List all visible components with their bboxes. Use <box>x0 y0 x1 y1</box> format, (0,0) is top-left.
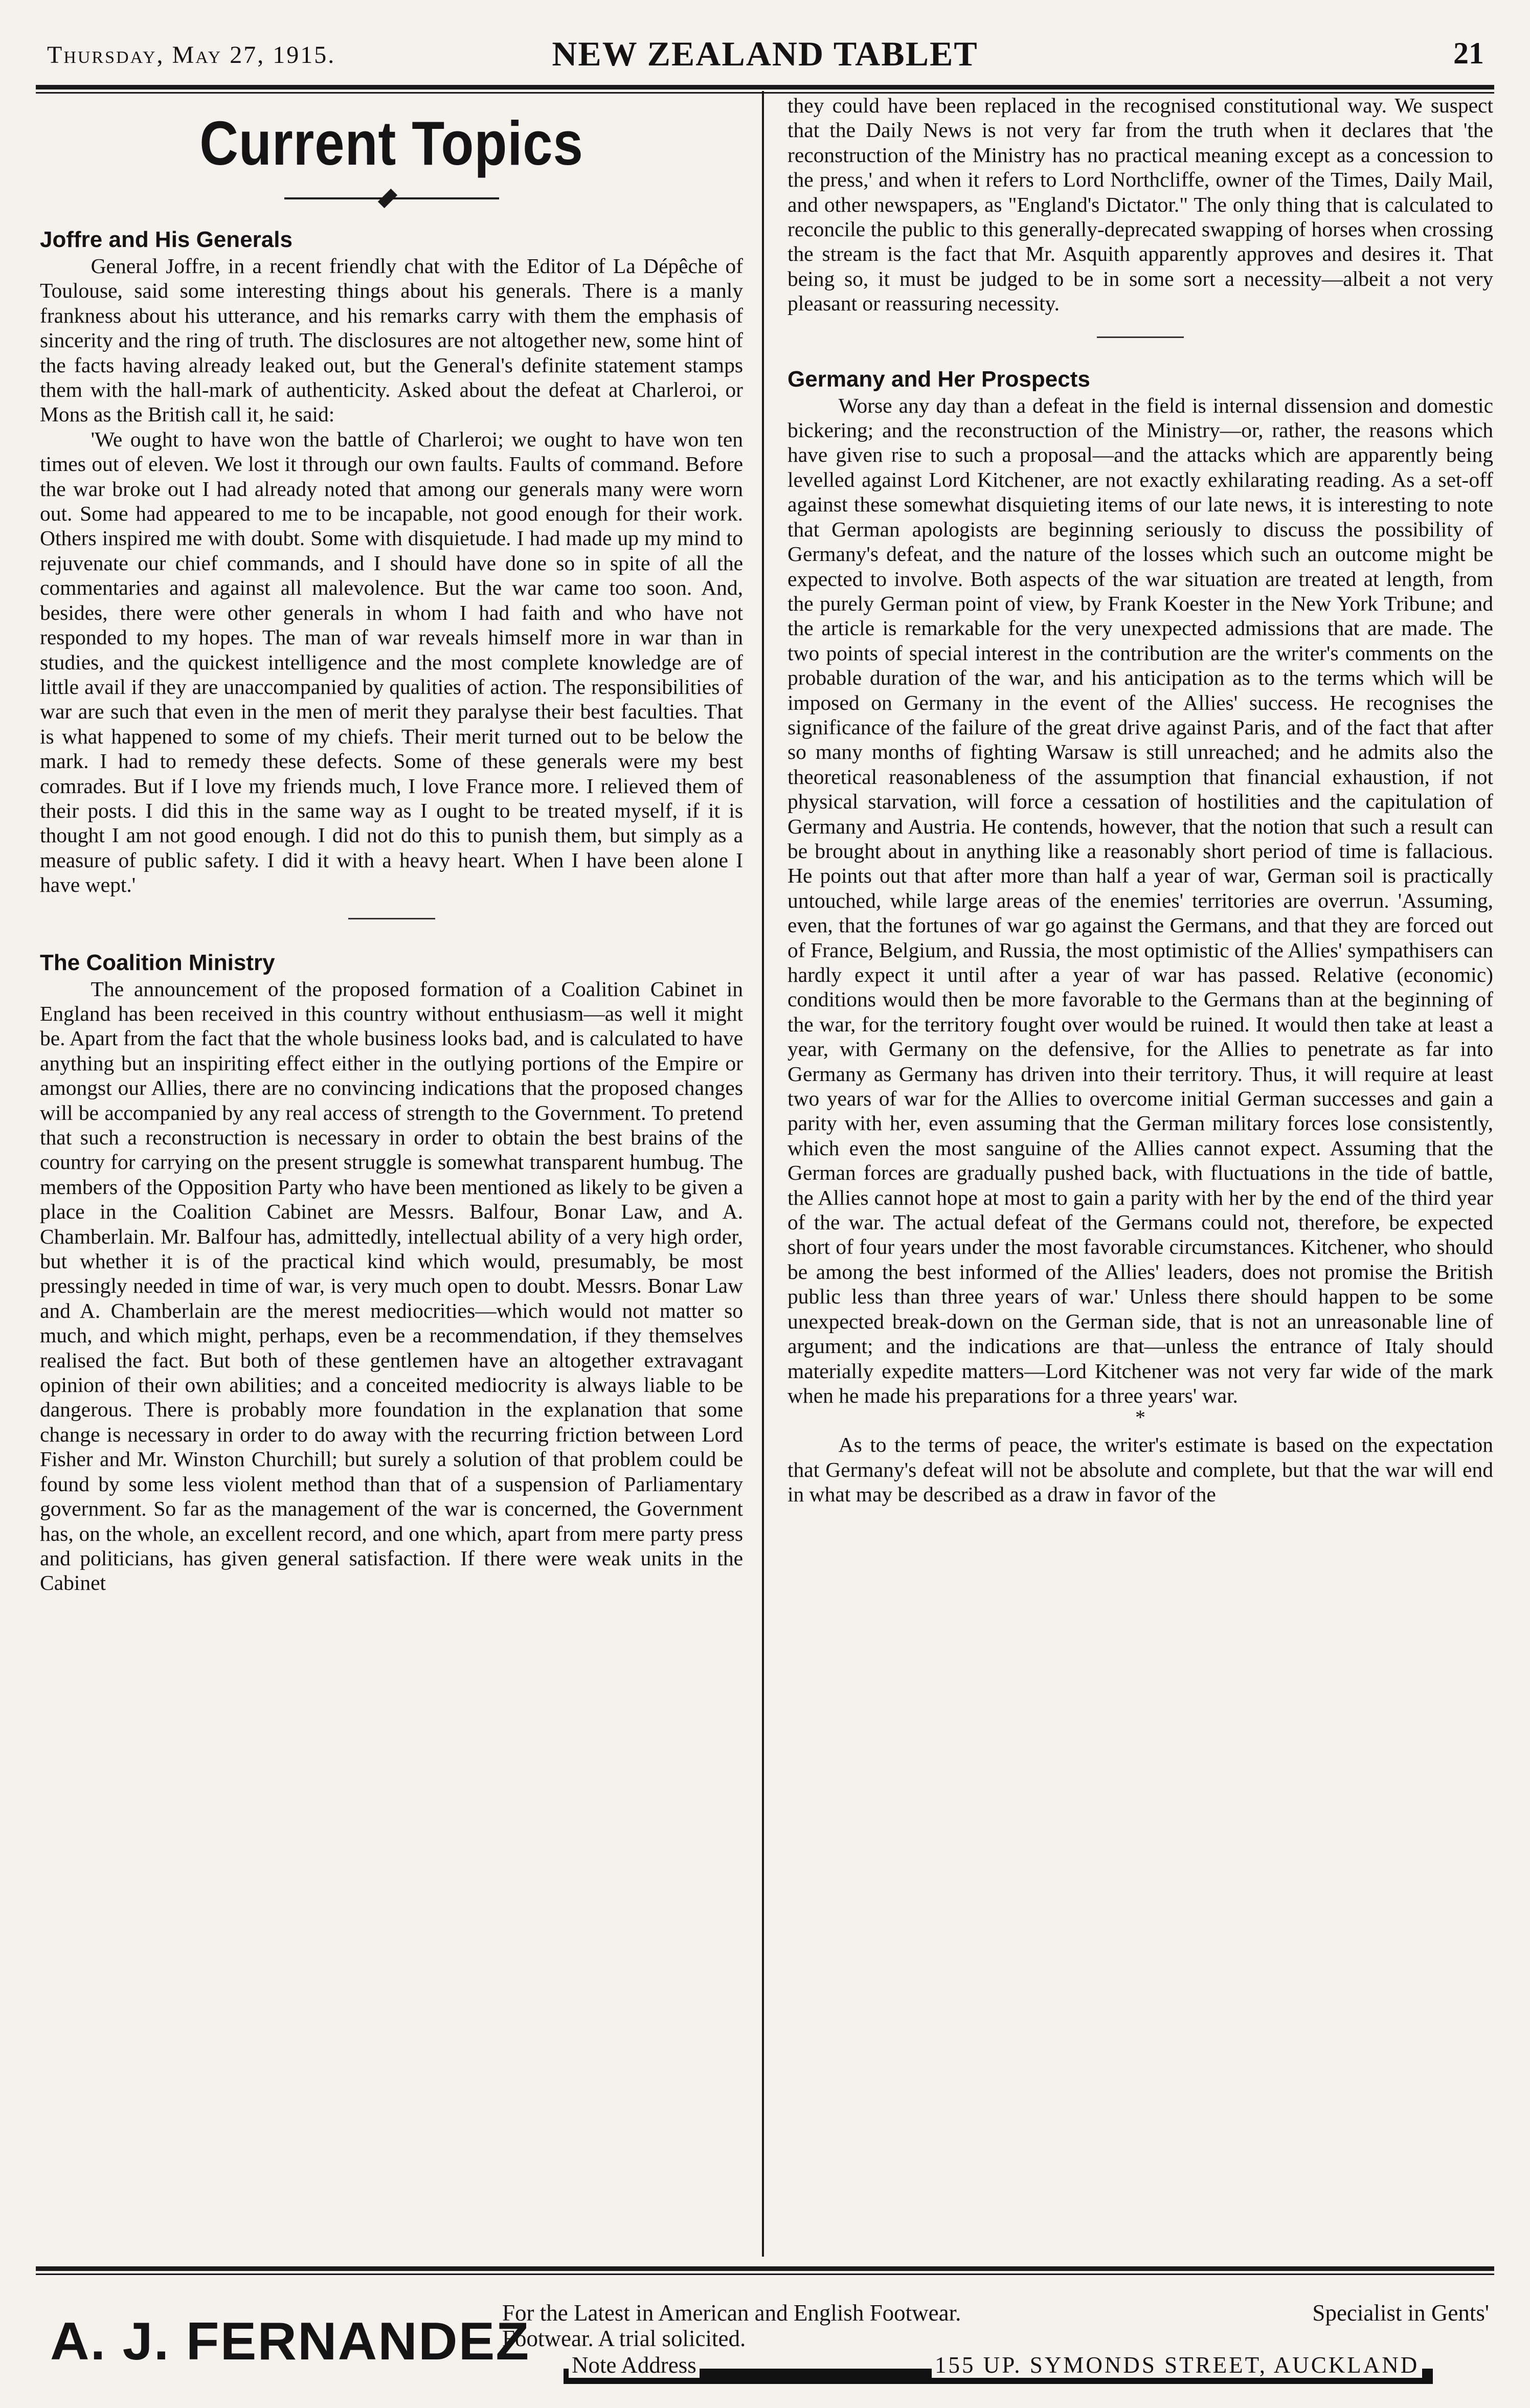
section-heading-germany: Germany and Her Prospects <box>788 366 1090 392</box>
left-column <box>40 97 743 2255</box>
advert-text <box>502 2300 1489 2378</box>
section-divider <box>1097 336 1184 338</box>
section-heading-coalition: The Coalition Ministry <box>40 950 275 975</box>
advert-line-2: Footwear. A trial solicited. <box>502 2326 746 2351</box>
separator-asterisk: * <box>1135 1406 1145 1429</box>
column-divider <box>762 91 764 2257</box>
section-heading-joffre: Joffre and His Generals <box>40 227 292 252</box>
address-label: Note Address <box>569 2352 700 2378</box>
paragraph-quote: 'We ought to have won the battle of Charleroi; we ought to have won ten times out of eleven. We lost it through our own faults. Faults of command. Before the war broke out I had already noted that among our generals many were worn out. Some had appeared to me to be incapable, not good enough for their work. Others inspired me with doubt. Some with disquietude. I had made up my mind to rejuvenate our chief commands, and I should have done so in spite of all the commentaries and against all malevolence. But the war came too soon. And, besides, there were other generals in whom I had faith and who have not responded to my hopes. The man of war reveals himself more in war than in studies, and the quickest intelligence and the most complete knowledge are of little avail if they are unaccompanied by qualities of action. The responsibilities of war are such that even in the men of merit they paralyse their best faculties. That is what happened to some of my chiefs. Their merit turned out to be below the mark. I had to remedy these defects. Some of these generals were my best comrades. But if I love my friends much, I love France more. I relieved them of their posts. I did this in the same way as I ought to be treated myself, if it is thought I am not good enough. I did not do this to punish them, but simply as a measure of public safety. I did it with a heavy heart. When I have been alone I have wept.' <box>40 427 743 897</box>
masthead-rule <box>36 85 1494 89</box>
masthead <box>36 30 1494 86</box>
advert-line-1: For the Latest in American and English Footwear. <box>502 2300 961 2326</box>
paragraph-continued: they could have been replaced in the recognised constitutional way. We suspect that the Daily News is not very far from the truth when it declares that 'the reconstruction of the Ministry has no practical meaning except as a concession to the press,' and when it refers to Lord Northcliffe, owner of the Times, Daily Mail, and other newspapers, as "England's Dictator." The only thing that is calculated to reconcile the public to this generally-deprecated swapping of horses when crossing the stream is the fact that Mr. Asquith apparently approves and desires it. That being so, it must be judged to be in some sort a necessity—albeit a not very pleasant or reassuring necessity. <box>788 94 1493 316</box>
page-title: Current Topics <box>199 108 583 178</box>
page-number: 21 <box>1453 36 1484 70</box>
paragraph: Worse any day than a defeat in the field is internal dissension and domestic bickering; and the reconstruction of the Ministry—or, rather, the reasons which have given rise to such a proposal—and the attacks which are apparently being levelled against Lord Kitchener, are not exactly exhilarating reading. As a set-off against these somewhat disquieting items of our late news, it is interesting to note that German apologists are beginning seriously to discuss the possibility of Germany's defeat, and the nature of the losses which such an outcome might be expected to involve. Both aspects of the war situation are treated at length, from the purely German point of view, by Frank Koester in the New York Tribune; and the article is remarkable for the very unexpected admissions that are made. The two points of special interest in the contribution are the writer's comments on the probable duration of the war, and his anticipation as to the terms which will be imposed on Germany in the event of the Allies' success. He recognises the significance of the failure of the great drive against Paris, and of the fact that after so many months of fighting Warsaw is still unreached; and he admits also the theoretical reasonableness of the assumption that financial exhaustion, if not physical starvation, will force a cessation of hostilities and the capitulation of Germany and Austria. He contends, however, that the notion that such a result can be brought about in anything like a reasonably short period of time is fallacious. He points out that after more than half a year of war, German soil is practically untouched, while large areas of the enemies' territories are overrun. 'Assuming, even, that the fortunes of war go against the Germans, and that they are forced out of France, Belgium, and Russia, the most optimistic of the Allies' sympathisers can hardly expect it until after a year of war has passed. Relative (economic) conditions would then be more favorable to the Germans than at the beginning of the war, for the territory fought over would be ruined. It would then take at least a year, with Germany on the defensive, for the Allies to penetrate as far into Germany as Germany has driven into their territory. Thus, it will require at least two years of war for the Allies to overcome initial German successes and gain a parity with her, even assuming that the German military forces lose consistently, which even the most sanguine of the Allies cannot expect. Assuming that the German forces are gradually pushed back, with fluctuations in the tide of battle, the Allies cannot hope at most to gain a parity with her by the end of the third year of the war. The actual defeat of the Germans could not, therefore, be expected short of four years under the most favorable circumstances. Kitchener, who should be among the best informed of the Allies' leaders, does not promise the British public less than three years of war.' Unless there should happen to be some unexpected break-down on the German side, that is not an unreasonable line of argument; and the indications are that—unless the entrance of Italy should materially expedite matters—Lord Kitchener was not very far wide of the mark when he made his preparations for a three years' war. <box>788 393 1493 1407</box>
advert-brand: A. J. FERNANDEZ <box>50 2312 530 2371</box>
advertisement <box>36 2291 1494 2408</box>
title-ornament <box>284 188 499 209</box>
publication-name: NEW ZEALAND TABLET <box>552 34 978 73</box>
advert-rule <box>36 2266 1494 2271</box>
address-street: 155 UP. SYMONDS STREET, AUCKLAND <box>932 2352 1422 2378</box>
right-column <box>788 93 1493 2251</box>
advert-specialist: Specialist in Gents' <box>1312 2300 1489 2326</box>
paragraph: As to the terms of peace, the writer's estimate is based on the expectation that Germany's defeat will not be absolute and complete, but that the war will end in what may be described as a draw in favor of the <box>788 1433 1493 1506</box>
issue-date: Thursday, May 27, 1915. <box>47 41 336 69</box>
paragraph: General Joffre, in a recent friendly chat with the Editor of La Dépêche of Toulouse, said some interesting things about his generals. There is a manly frankness about his utterance, and his remarks carry with them the emphasis of sincerity and the ring of truth. The disclosures are not altogether new, some hint of the facts having already leaked out, but the General's definite statement stamps them with the hall-mark of authenticity. Asked about the defeat at Charleroi, or Mons as the British call it, he said: <box>40 254 743 426</box>
section-divider <box>348 918 435 919</box>
paragraph: The announcement of the proposed formation of a Coalition Cabinet in England has been received in this country without enthusiasm—as well it might be. Apart from the fact that the whole business looks bad, and is calculated to have anything but an inspiriting effect either in the outlying portions of the Empire or amongst our Allies, there are no convincing indications that the proposed changes will be accompanied by any real access of strength to the Government. To pretend that such a reconstruction is necessary in order to obtain the best brains of the country for carrying on the present struggle is somewhat transparent humbug. The members of the Opposition Party who have been mentioned as likely to be given a place in the Coalition Cabinet are Messrs. Balfour, Bonar Law, and A. Chamberlain. Mr. Balfour has, admittedly, intellectual ability of a very high order, but whether it is of the practical kind which would, presumably, be most pressingly needed in time of war, is very much open to doubt. Messrs. Bonar Law and A. Chamberlain are the merest mediocrities—which would not matter so much, and which might, perhaps, even be a recommendation, if they themselves realised the fact. But both of these gentlemen have an altogether extravagant opinion of their own abilities; and a conceited mediocrity is always liable to be dangerous. There is probably more foundation in the explanation that some change is necessary in order to do away with the recurring friction between Lord Fisher and Mr. Winston Churchill; but surely a solution of that problem could be found by some less violent method than that of a suspension of Parliamentary government. So far as the management of the war is concerned, the Government has, on the whole, an excellent record, and one which, apart from mere party press and politicians, has given general satisfaction. If there were weak units in the Cabinet <box>40 977 743 1595</box>
advert-rule-thin <box>36 2274 1494 2275</box>
